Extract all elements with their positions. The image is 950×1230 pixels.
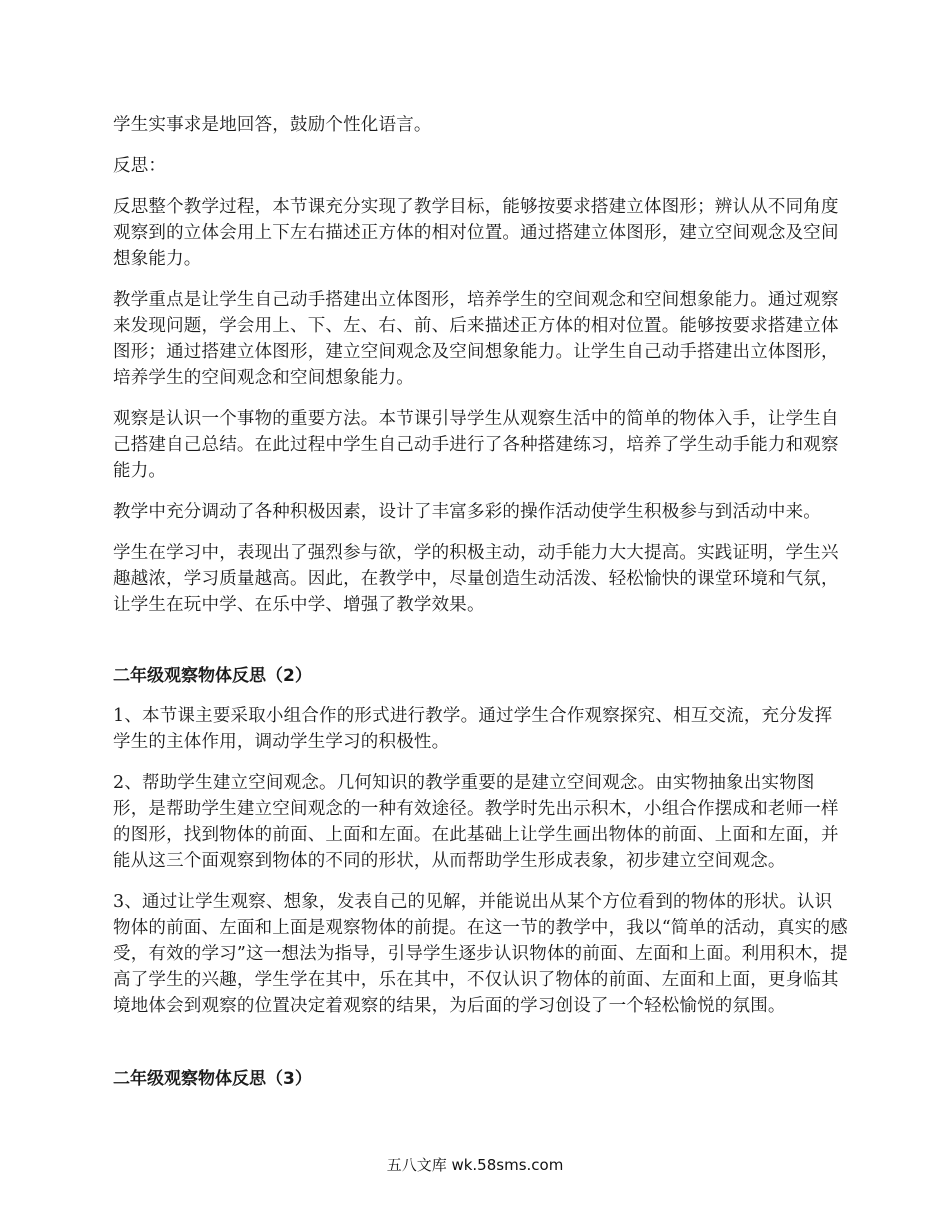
paragraph-reflection-label: 反思： — [113, 156, 167, 176]
page-footer: 五八文库 wk.58sms.com — [386, 1156, 564, 1174]
paragraph-activities: 教学中充分调动了各种积极因素，设计了丰富多彩的操作活动使学生积极参与到活动中来。 — [113, 502, 821, 522]
section-heading-2: 二年级观察物体反思（2） — [113, 666, 312, 686]
paragraph-reflection-overview: 反思整个教学过程，本节课充分实现了教学目标，能够按要求搭建立体图形；辨认从不同角度观察到的立体会用上下左右描述正方体的相对位置。通过搭建立体图形，建立空间观念及空间想象能力。 — [113, 197, 839, 269]
paragraph-point-1: 1、本节课主要采取小组合作的形式进行教学。通过学生合作观察探究、相互交流，充分发挥学生的主体作用，调动学生学习的积极性。 — [113, 706, 833, 752]
paragraph-answer-note: 学生实事求是地回答，鼓励个性化语言。 — [113, 115, 432, 135]
document-body — [113, 112, 848, 1092]
paragraph-student-interest: 学生在学习中，表现出了强烈参与欲，学的积极主动，动手能力大大提高。实践证明，学生兴趣越浓，学习质量越高。因此，在教学中，尽量创造生动活泼、轻松愉快的课堂环境和气氛，让学生在玩中学、在乐中学、增强了教学效果。 — [113, 543, 839, 615]
paragraph-point-3: 3、通过让学生观察、想象，发表自己的见解，并能说出从某个方位看到的物体的形状。认识物体的前面、左面和上面是观察物体的前提。在这一节的教学中，我以“简单的活动，真实的感受，有效的学习”这一想法为指导，引导学生逐步认识物体的前面、左面和上面。利用积木，提高了学生的兴趣，学生学在其中，乐在其中，不仅认识了物体的前面、左面和上面，更身临其境地体会到观察的位置决定着观察的结果，为后面的学习创设了一个轻松愉悦的氛围。 — [113, 892, 848, 1016]
section-heading-3: 二年级观察物体反思（3） — [113, 1069, 312, 1089]
paragraph-teaching-focus: 教学重点是让学生自己动手搭建出立体图形，培养学生的空间观念和空间想象能力。通过观察来发现问题，学会用上、下、左、右、前、后来描述正方体的相对位置。能够按要求搭建立体图形；通过搭建立体图形，建立空间观念及空间想象能力。让学生自己动手搭建出立体图形，培养学生的空间观念和空间想象能力。 — [113, 290, 839, 388]
paragraph-point-2: 2、帮助学生建立空间观念。几何知识的教学重要的是建立空间观念。由实物抽象出实物图形，是帮助学生建立空间观念的一种有效途径。教学时先出示积木，小组合作摆成和老师一样的图形，找到物体的前面、上面和左面。在此基础上让学生画出物体的前面、上面和左面，并能从这三个面观察到物体的不同的形状，从而帮助学生形成表象，初步建立空间观念。 — [113, 773, 839, 871]
paragraph-observation-method: 观察是认识一个事物的重要方法。本节课引导学生从观察生活中的简单的物体入手，让学生自己搭建自己总结。在此过程中学生自己动手进行了各种搭建练习，培养了学生动手能力和观察能力。 — [113, 409, 839, 481]
